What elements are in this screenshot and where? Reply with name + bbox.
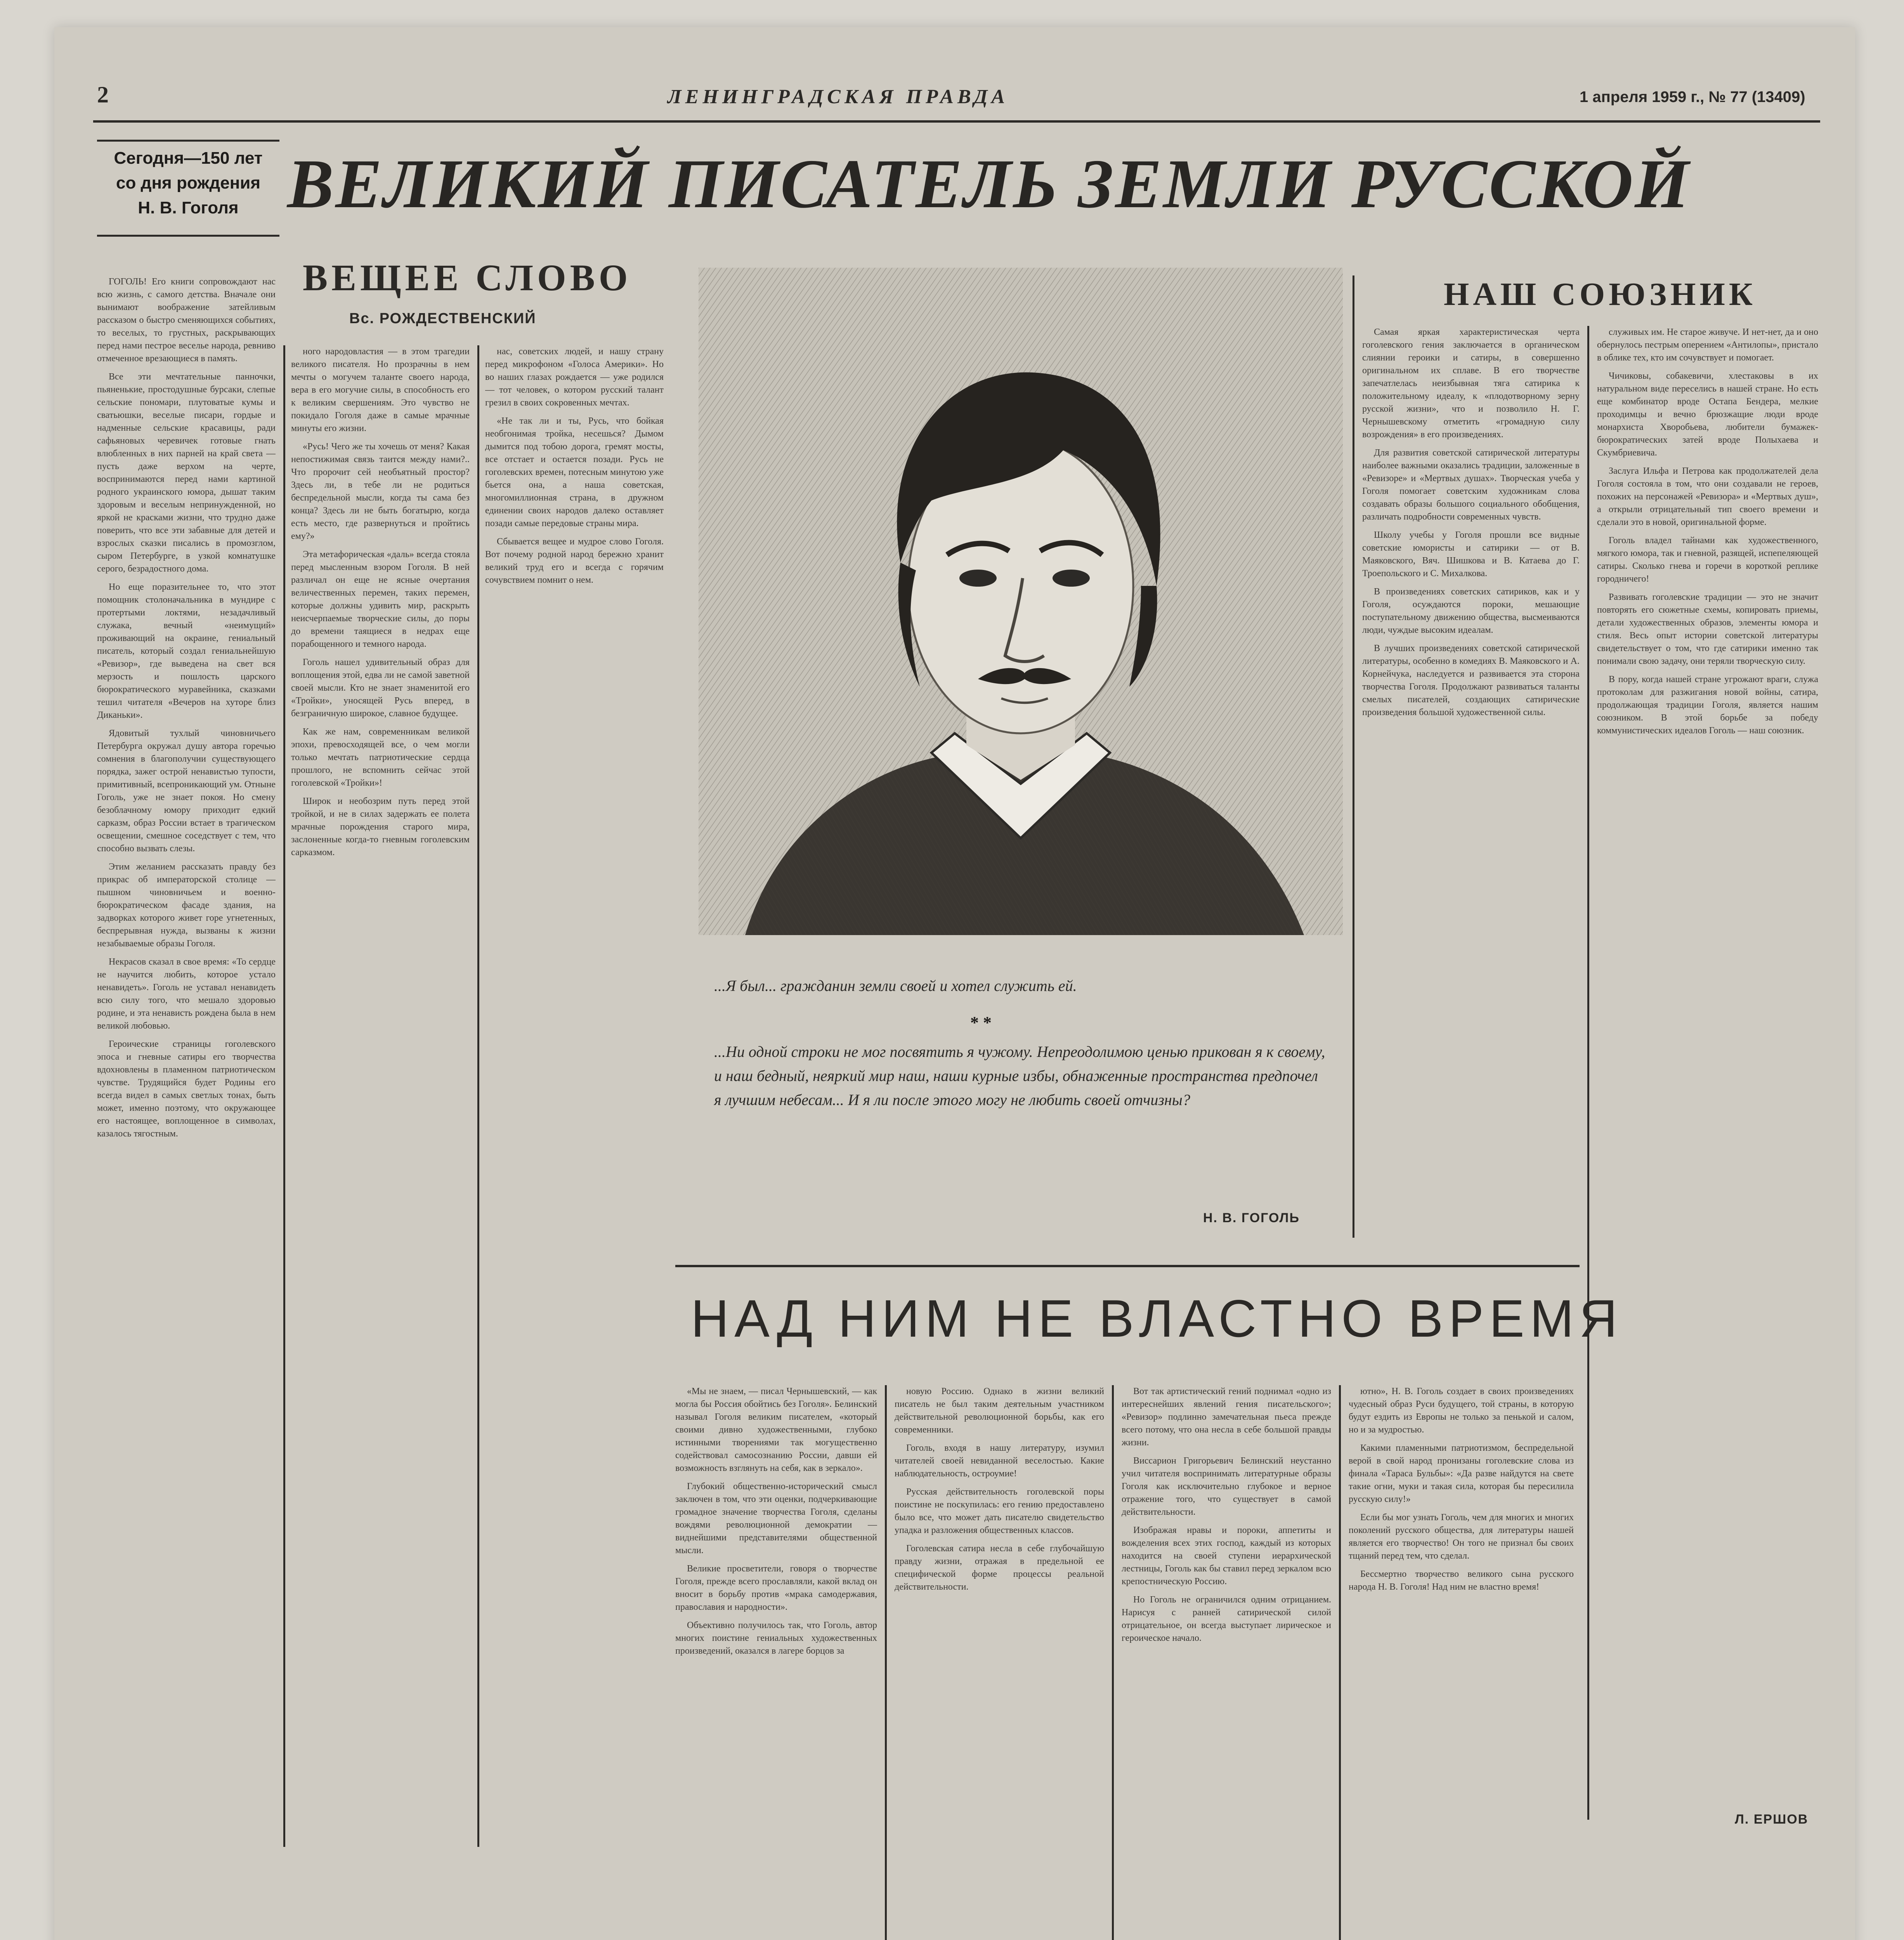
column-rule [283,345,285,1847]
paper-title: ЛЕНИНГРАДСКАЯ ПРАВДА [668,86,1009,108]
paragraph: Широк и необозрим путь перед этой тройкой, и не в силах задержать ее полета мрачные порождения старого мира, заслоненные когда-то гневным гоголевским сарказмом. [291,796,470,857]
article-right-col-2 [1597,326,1818,1796]
paragraph: Этим желанием рассказать правду без прикрас об императорской столице — пышном чиновничьем и военно-бюрократическом фасаде здания, на задворках которого живет горе угнетенных, беспрерывная нужда, вызваны к жизни незабываемые образы Гоголя. [97,862,276,949]
article-left-col-2 [291,345,470,1847]
column-rule [477,345,479,1847]
column-rule [1587,326,1589,1820]
portrait-drawing-icon [699,268,1343,935]
article-bottom-col-2 [895,1385,1104,1940]
gogol-quote-1: ...Я был... гражданин земли своей и хотел служить ей. [714,977,1077,994]
paragraph: ютно», Н. В. Гоголь создает в своих произведениях чудесный образ Руси будущего, той страны, в которую будут ездить из Европы не только за пенькой и салом, но и за мудростью. [1349,1386,1574,1435]
article-bottom-col-4 [1349,1385,1574,1940]
column-rule [885,1385,887,1940]
anniversary-box [97,140,279,237]
paragraph: Самая яркая характеристическая черта гоголевского гения заключается в органическом слиянии героики и сатиры, в совершенно оригинальном их сплаве. В его творчестве запечатлелась неизбывная тяга сатирика к положительному идеалу, к «плодотворному зерну русской жизни», что и позволило Н. Г. Чернышевскому отметить «громадную силу возрождения» в его произведениях. [1362,327,1580,440]
paragraph: Но еще поразительнее то, что этот помощник столоначальника в мундире с протертыми локтями, незадачливый служака, вечный «неимущий» проживающий на окраине, гениальный писатель, который создал гениальнейшую «Ревизор», где выведена на свет вся мерзость и пошлость царского бюрократического муравейника, сказками тешил читателя «Вечеров на хуторе близ Диканьки». [97,582,276,720]
paragraph: Некрасов сказал в свое время: «То сердце не научится любить, которое устало ненавидеть». Гоголь не уставал ненавидеть всю силу того, что мешало здоровью родине, и эта ненависть рождена была в нем великой любовью. [97,957,276,1031]
paragraph: Изображая нравы и пороки, аппетиты и вожделения всех этих господ, каждый из которых находится на своей ступени иерархической лестницы, Гоголь как бы ставил перед зеркалом всю крепостническую Россию. [1122,1525,1331,1587]
article-right-title: НАШ СОЮЗНИК [1444,276,1757,312]
paragraph: ГОГОЛЬ! Его книги сопровождают нас всю жизнь, с самого детства. Вначале они вынимают воображение затейливым рассказом о быстро сменяющихся событиях, то веселых, то грустных, раскрывающих перед нами пестрое веселье народа, ревниво отмеченное врезающиеся в память. [97,277,276,364]
paragraph: Гоголь нашел удивительный образ для воплощения этой, едва ли не самой заветной своей мысли. Кто не знает знаменитой его «Тройки», уносящей Русь вперед, в безграничную широкое, славное будущее. [291,657,470,719]
paragraph: служивых им. Не старое живуче. И нет-нет, да и оно обернулось пестрым оперением «Антилопы», пристало в облике тех, кто им сочувствует и помогает. [1597,327,1818,363]
paragraph: Эта метафорическая «даль» всегда стояла перед мысленным взором Гоголя. В ней различал он еще не ясные очертания величественных перемен, таких перемен, которые должны удивить мир, раскрыть неисчерпаемые творческие силы, до поры до времени таящиеся в недрах еще порабощенного и темного народа. [291,549,470,649]
paragraph: Великие просветители, говоря о творчестве Гоголя, прежде всего прославляли, какой вклад он вносит в борьбу против «мрака самодержавия, православия и народности». [675,1564,877,1612]
anniversary-line-2: со дня рождения [116,173,261,192]
paragraph: Гоголь, входя в нашу литературу, изумил читателей своей невиданной веселостью. Какие наблюдательность, остроумие! [895,1443,1104,1479]
bottom-article-rule [675,1265,1580,1267]
article-left-col-1 [97,275,276,1847]
article-bottom-col-3 [1122,1385,1331,1940]
article-left-col-3 [485,345,664,1218]
paragraph: «Русь! Чего же ты хочешь от меня? Какая непостижимая связь таится между нами?.. Что пророчит сей необъятный простор? Здесь ли, в тебе ли не родиться беспредельной мысли, когда ты сама без конца? Здесь ли не быть богатырю, когда есть место, где развернуться и пройтись ему?» [291,442,470,541]
gogol-portrait [699,268,1343,935]
paragraph: В произведениях советских сатириков, как и у Гоголя, осуждаются пороки, мешающие поступательному движению общества, высмеиваются люди, чуждые высоким идеалам. [1362,587,1580,635]
article-left-title: ВЕЩЕЕ СЛОВО [303,257,632,298]
column-rule [1112,1385,1114,1940]
newspaper-page [54,27,1855,1940]
paragraph: Гоголь владел тайнами как художественного, мягкого юмора, так и гневной, разящей, испепеляющей сатиры. Сколько гнева и горечи в короткой реплике городничего! [1597,535,1818,584]
paragraph: Виссарион Григорьевич Белинский неустанно учил читателя воспринимать литературные образы Гоголя как исключительно глубокое и верное отражение того, что существует в самой действительности. [1122,1456,1331,1517]
gogol-signature: Н. В. ГОГОЛЬ [1203,1211,1300,1225]
paragraph: Бессмертно творчество великого сына русского народа Н. В. Гоголя! Над ним не властно время! [1349,1569,1574,1592]
masthead-rule [93,120,1820,123]
paragraph: Русская действительность гоголевской поры поистине не поскупилась: его гению предоставлено было все, что может дать писателю свидетельство упадка и разложения общественных классов. [895,1487,1104,1535]
quote-separator: * * [970,1013,992,1032]
gogol-quote-2: ...Ни одной строки не мог посвятить я чужому. Непреодолимою ценью прикован я к своему, и наш бедный, неяркий мир наш, наши курные избы, обнаженные пространства предпочел я лучшим небесам... И я ли после этого могу не любить своей отчизны? [714,1043,1325,1109]
paragraph: Чичиковы, собакевичи, хлестаковы в их натуральном виде переселись в нашей стране. Но есть еще комбинатор вроде Остапа Бендера, мелкие проходимцы и вечно брюзжащие люди вроде монархиста Хворобьева, любители бумажек-бюрократических затей вроде Полыхаева и Скумбриевича. [1597,371,1818,458]
article-right-author: Л. ЕРШОВ [1735,1812,1809,1827]
paragraph: «Не так ли и ты, Русь, что бойкая необгонимая тройка, несешься? Дымом дымится под тобою дорога, гремят мосты, все отстает и остается позади. Русь не гоголевских времен, потесным минутою уже бьется она, а наша советская, многомиллионная страна, в дружном единении своих народов далеко оставляет позади самые передовые страны мира. [485,416,664,528]
paragraph: Какими пламенными патриотизмом, беспредельной верой в свой народ пронизаны гоголевские слова из финала «Тараса Бульбы»: «Да разве найдутся на свете такие огни, муки и такая сила, которая бы пересилила русскую силу!» [1349,1443,1574,1504]
article-bottom-title: НАД НИМ НЕ ВЛАСТНО ВРЕМЯ [691,1289,1623,1348]
issue-date: 1 апреля 1959 г., № 77 (13409) [1580,88,1805,106]
paragraph: Развивать гоголевские традиции — это не значит повторять его сюжетные схемы, копировать приемы, детали художественных образов, элементы юмора и стиля. Весь опыт истории советской литературы свидетельствует о том, что где сатирики именно так понимали свою задачу, они теряли творческую силу. [1597,592,1818,666]
paragraph: Сбывается вещее и мудрое слово Гоголя. Вот почему родной народ бережно хранит великий труд его и всегда с горячим сочувствием помнит о нем. [485,537,664,585]
paragraph: Объективно получилось так, что Гоголь, автор многих поистине гениальных художественных произведений, оказался в лагере борцов за [675,1620,877,1656]
paragraph: Все эти мечтательные панночки, пьяненькие, простодушные бурсаки, слепые сельские пономари, плутоватые кумы и сватьюшки, веселые писари, гордые и надменные сельские красавицы, ради сафьяновых черевичек готовые гнать влюбленных в них парней на край света — пусть даже верхом на черте, воспринимаются перед нами картиной родного украинского юмора, дышат таким здоровым и веселым непринужденной, но яркой не красками жизни, что трудно даже поверить, что все эти забавные для детей и взрослых сказки писались в промозглом, сыром Петербурге, в узкой комнатушке серого, безрадостного дома. [97,372,276,574]
paragraph: Если бы мог узнать Гоголь, чем для многих и многих поколений русского общества, для литературы нашей является его творчество! Он того не признал бы своих тщаний перед тем, что сделал. [1349,1512,1574,1561]
column-rule [1353,275,1354,1238]
paragraph: Но Гоголь не ограничился одним отрицанием. Нарисуя с ранней сатирической силой отрицательное, он всегда выступает лирическое и героическое начало. [1122,1595,1331,1643]
paragraph: «Мы не знаем, — писал Чернышевский, — как могла бы Россия обойтись без Гоголя». Белинский называл Гоголя великим писателем, «который своими дивно художественными, глубоко истинными творениями так могущественно содействовал самосознанию России, давши ей возможность взглянуть на себя, как в зеркало». [675,1386,877,1473]
paragraph: нас, советских людей, и нашу страну перед микрофоном «Голоса Америки». Но во наших глазах рождается — уже родился — тот человек, о котором русский талант грезил в своих сокровенных мечтах. [485,346,664,408]
paragraph: Глубокий общественно-исторический смысл заключен в том, что эти оценки, подчеркивающие громадное значение творчества Гоголя, сделаны вождями революционной демократии — виднейшими представителями общественной мысли. [675,1481,877,1555]
paragraph: Героические страницы гоголевского эпоса и гневные сатиры его творчества вдохновлены в пламенном патриотическом чувстве. Трудящийся будет Родины его всегда видел в самых светлых тонах, быть может, именно поэтому, что окружающее его настоящее, воплощенное в символах, казалось тягостным. [97,1039,276,1139]
article-right-col-1 [1362,326,1580,1230]
paragraph: Ядовитый тухлый чиновничьего Петербурга окружал душу автора горечью сомнения в благополучии существующего порядка, зажег острой ненавистью тупости, примитивный, всепроникающий ум. Отныне Гоголь, уже не знает покоя. Но смену безоблачному юмору приходит едкий сарказм, образ России встает в трагическом освещении, смешное соседствует с тем, что способно вызвать слезы. [97,728,276,854]
page-number: 2 [97,82,109,107]
paragraph: Заслуга Ильфа и Петрова как продолжателей дела Гоголя состояла в том, что они создавали не героев, похожих на персонажей «Ревизора» и «Мертвых душ», а открыли отрицательный тип своего времени и сделали это в новой, оригинальной форме. [1597,466,1818,527]
paragraph: Вот так артистический гений поднимал «одно из интереснейших явлений гения писательского»; «Ревизор» подлинно замечательная пьеса прежде всего потому, что она несла в себе большой правды жизни. [1122,1386,1331,1448]
paragraph: Гоголевская сатира несла в себе глубочайшую правду жизни, отражая в предельной ее специфической форме процессы реальной действительности. [895,1543,1104,1592]
paragraph: новую Россию. Однако в жизни великий писатель не был таким деятельным участником действительной революционной борьбы, как его современники. [895,1386,1104,1435]
anniversary-line-3: Н. В. Гоголя [138,198,239,217]
paragraph: В лучших произведениях советской сатирической литературы, особенно в комедиях В. Маяковского и А. Корнейчука, наследуется и развивается эта сторона творчества Гоголя. Продолжают развиваться таланты смелых писателей, создающих сатирические произведения большой художественной силы. [1362,643,1580,717]
paragraph: В пору, когда нашей стране угрожают враги, служа протоколам для разжигания новой войны, сатира, продолжающая традиции Гоголя, является нашим союзником. В этой борьбе за победу коммунистических идеалов Гоголь — наш союзник. [1597,674,1818,736]
paragraph: Как же нам, современникам великой эпохи, превосходящей все, о чем могли только мечтать патриотические сердца прошлого, не вспомнить сейчас этой гоголевской «Тройки»! [291,727,470,788]
column-rule [1339,1385,1341,1940]
paragraph: Для развития советской сатирической литературы наиболее важными оказались традиции, заложенные в «Ревизоре» и «Мертвых душах». Творческая учеба у Гоголя помогает советским художникам слова создавать образы большого социального обобщения, различать подробности современных чувств. [1362,448,1580,522]
paragraph: ного народовластия — в этом трагедии великого писателя. Но прозрачны в нем мечты о могучем таланте своего народа, вера в его могучие силы, в способность его к великим свершениям. Это чувство не покидало Гоголя даже в самые мрачные минуты его жизни. [291,346,470,433]
paragraph: Школу учебы у Гоголя прошли все видные советские юмористы и сатирики — от В. Маяковского, Вяч. Шишкова и В. Катаева до Г. Троепольского и С. Михалкова. [1362,530,1580,579]
article-left-author: Вс. РОЖДЕСТВЕНСКИЙ [349,310,536,327]
anniversary-line-1: Сегодня—150 лет [114,149,263,168]
main-headline: ВЕЛИКИЙ ПИСАТЕЛЬ ЗЕМЛИ РУССКОЙ [287,145,1691,222]
article-bottom-col-1 [675,1385,877,1917]
